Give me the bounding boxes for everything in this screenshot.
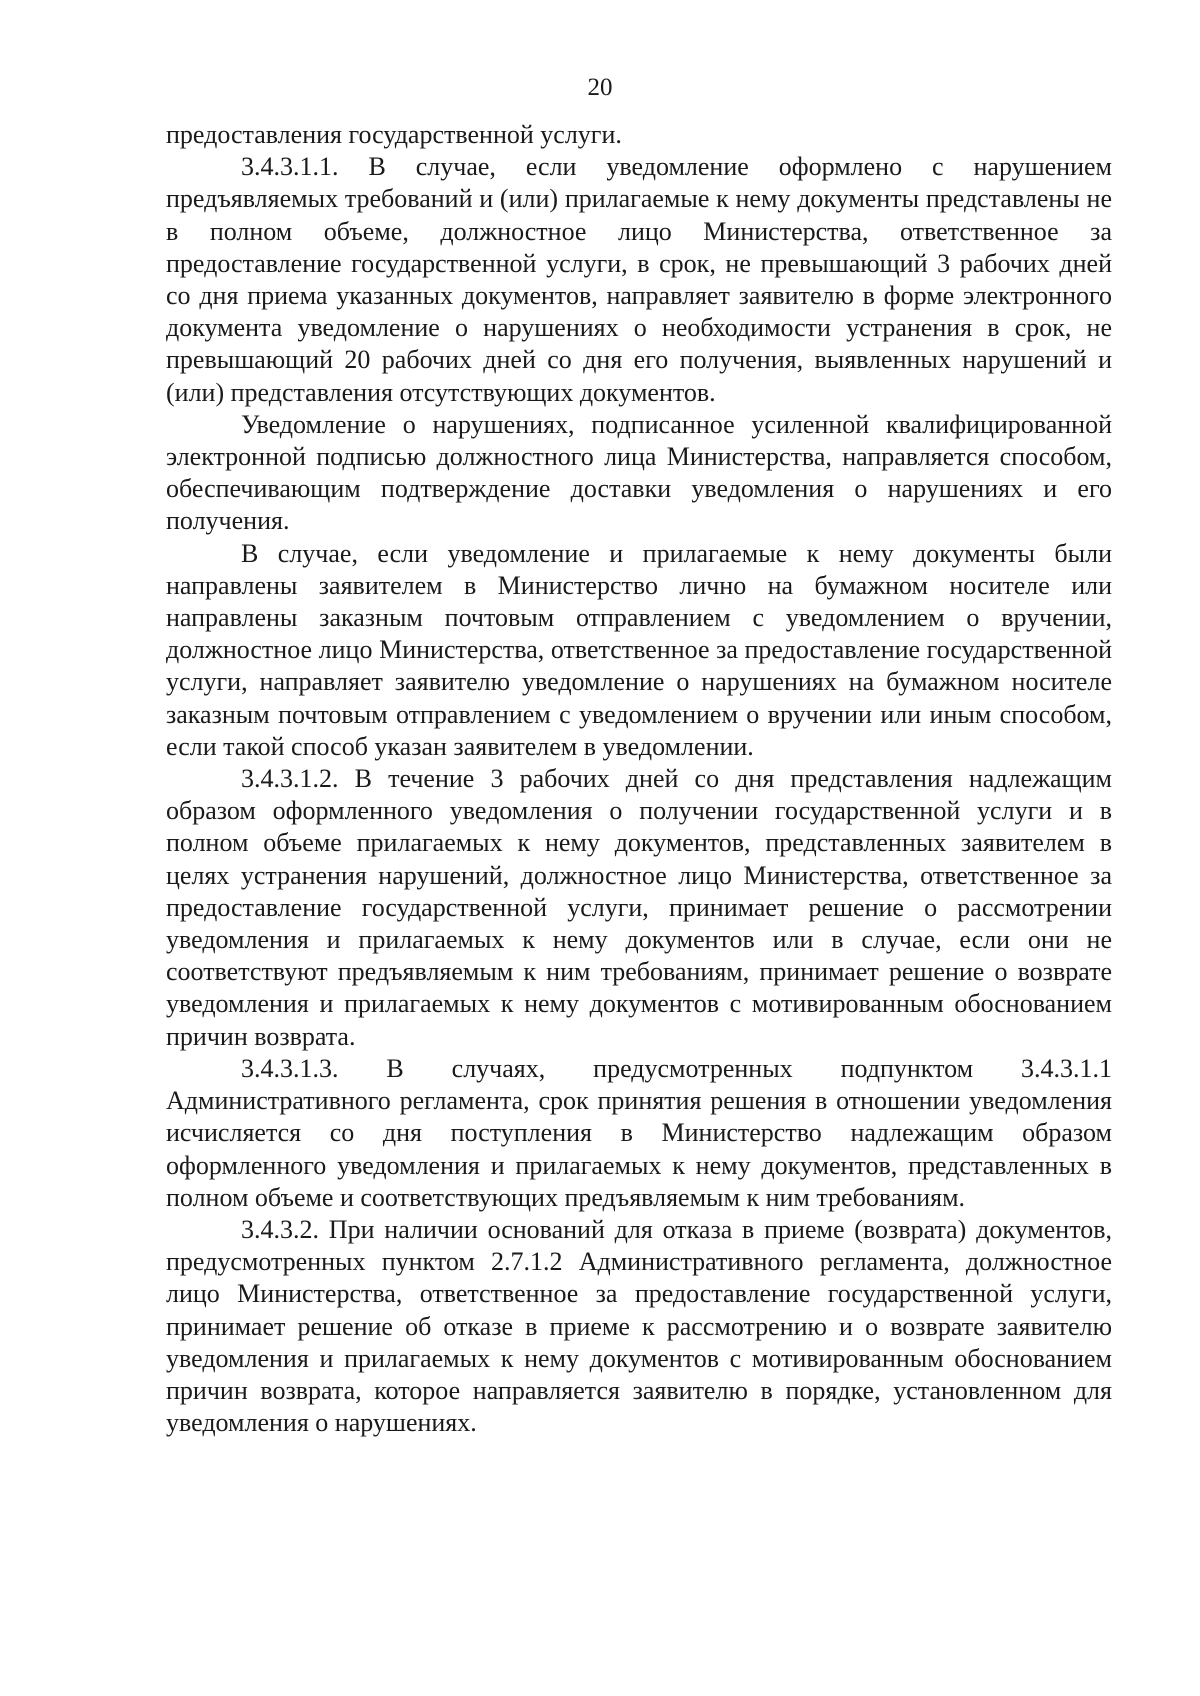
document-body	[166, 119, 1112, 1439]
paragraph-notice-signature: Уведомление о нарушениях, подписанное усиленной квалифицированной электронной подписью должностного лица Министерства, направляется способом, обеспечивающим подтверждение доставки уведомления о нарушениях и его получения.	[166, 409, 1112, 536]
paragraph-3-4-3-1-2: 3.4.3.1.2. В течение 3 рабочих дней со дня представления надлежащим образом оформленного уведомления о получении государственной услуги и в полном объеме прилагаемых к нему документов, представленных заявителем в целях устранения нарушений, должностное лицо Министерства, ответственное за предоставление государственной услуги, принимает решение о рассмотрении уведомления и прилагаемых к нему документов или в случае, если они не соответствуют предъявляемым к ним требованиям, принимает решение о возврате уведомления и прилагаемых к нему документов с мотивированным обоснованием причин возврата.	[166, 764, 1112, 1051]
paragraph-3-4-3-2: 3.4.3.2. При наличии оснований для отказа в приеме (возврата) документов, предусмотренных пунктом 2.7.1.2 Административного регламента, должностное лицо Министерства, ответственное за предоставление государственной услуги, принимает решение об отказе в приеме к рассмотрению и о возврате заявителю уведомления и прилагаемых к нему документов с мотивированным обоснованием причин возврата, которое направляется заявителю в порядке, установленном для уведомления о нарушениях.	[166, 1214, 1112, 1438]
paragraph-paper-delivery: В случае, если уведомление и прилагаемые к нему документы были направлены заявителем в Министерство лично на бумажном носителе или направлены заказным почтовым отправлением с уведомлением о вручении, должностное лицо Министерства, ответственное за предоставление государственной услуги, направляет заявителю уведомление о нарушениях на бумажном носителе заказным почтовым отправлением с уведомлением о вручении или иным способом, если такой способ указан заявителем в уведомлении.	[166, 538, 1112, 761]
page-number: 20	[587, 74, 613, 101]
paragraph-3-4-3-1-3: 3.4.3.1.3. В случаях, предусмотренных подпунктом 3.4.3.1.1 Административного регламента, срок принятия решения в отношении уведомления исчисляется со дня поступления в Министерство надлежащим образом оформленного уведомления и прилагаемых к нему документов, представленных в полном объеме и соответствующих предъявляемым к ним требованиям.	[166, 1053, 1112, 1212]
paragraph-continuation: предоставления государственной услуги.	[166, 120, 622, 149]
paragraph-3-4-3-1-1: 3.4.3.1.1. В случае, если уведомление оформлено с нарушением предъявляемых требований и (или) прилагаемые к нему документы представлены не в полном объеме, должностное лицо Министерства, ответственное за предоставление государственной услуги, в срок, не превышающий 3 рабочих дней со дня приема указанных документов, направляет заявителю в форме электронного документа уведомление о нарушениях о необходимости устранения в срок, не превышающий 20 рабочих дней со дня его получения, выявленных нарушений и (или) представления отсутствующих документов.	[166, 152, 1112, 407]
